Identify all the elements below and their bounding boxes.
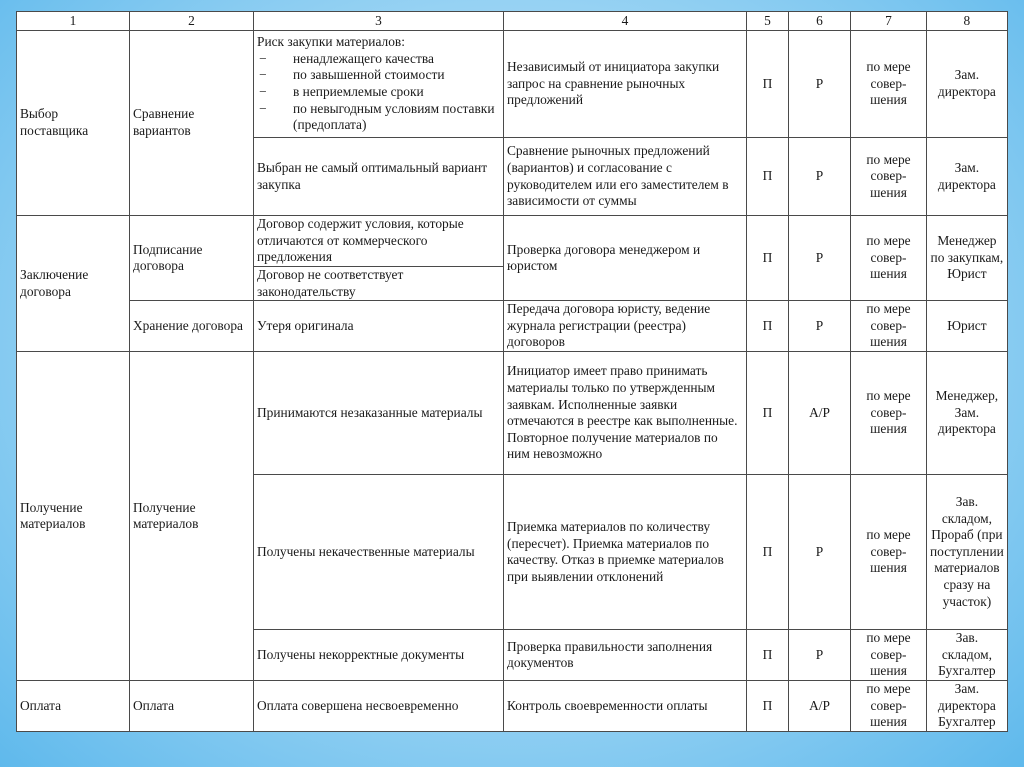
column-number: 3 xyxy=(254,12,504,31)
control-type-cell: П xyxy=(747,216,789,301)
stage-cell: Оплата xyxy=(17,681,130,732)
risk-list-item: − по завышенной стоимости xyxy=(257,67,500,84)
control-cell: Контроль своевременности оплаты xyxy=(504,681,747,732)
table-row xyxy=(17,681,1008,732)
stage-cell: Заключение договора xyxy=(17,216,130,352)
column-number: 1 xyxy=(17,12,130,31)
control-cell: Передача договора юристу, ведение журнала регистрации (реестра) договоров xyxy=(504,301,747,352)
substage-cell: Сравнение вариантов xyxy=(130,31,254,216)
substage-cell: Оплата xyxy=(130,681,254,732)
table-row xyxy=(17,216,1008,267)
responsible-cell: Менеджер по закупкам, Юрист xyxy=(927,216,1008,301)
control-period-cell: по мере совер-шения xyxy=(851,301,927,352)
control-period-cell: по мере совер-шения xyxy=(851,681,927,732)
control-type-cell: П xyxy=(747,301,789,352)
column-number: 2 xyxy=(130,12,254,31)
control-frequency-cell: А/Р xyxy=(789,352,851,475)
control-frequency-cell: Р xyxy=(789,630,851,681)
substage-cell: Подписание договора xyxy=(130,216,254,301)
control-frequency-cell: Р xyxy=(789,138,851,216)
substage-cell: Получение материалов xyxy=(130,352,254,681)
responsible-cell: Зав. складом, Прораб (при поступлении материалов сразу на участок) xyxy=(927,475,1008,630)
control-cell: Сравнение рыночных предложений (вариантов) и согласование с руководителем или его заместителем в зависимости от суммы xyxy=(504,138,747,216)
control-cell: Независимый от инициатора закупки запрос на сравнение рыночных предложений xyxy=(504,31,747,138)
risk-cell xyxy=(254,31,504,138)
column-number: 4 xyxy=(504,12,747,31)
column-number: 5 xyxy=(747,12,789,31)
control-type-cell: П xyxy=(747,352,789,475)
responsible-cell: Юрист xyxy=(927,301,1008,352)
risk-cell: Получены некорректные документы xyxy=(254,630,504,681)
control-type-cell: П xyxy=(747,138,789,216)
control-cell: Инициатор имеет право принимать материалы только по утвержденным заявкам. Исполненные заявки отмечаются в реестре как выполненные. Повторное получение материалов по ним невозможно xyxy=(504,352,747,475)
control-period-cell: по мере совер-шения xyxy=(851,475,927,630)
control-cell: Проверка договора менеджером и юристом xyxy=(504,216,747,301)
stage-cell: Выбор поставщика xyxy=(17,31,130,216)
substage-cell: Хранение договора xyxy=(130,301,254,352)
risk-cell: Выбран не самый оптимальный вариант закупка xyxy=(254,138,504,216)
risk-cell: Принимаются незаказанные материалы xyxy=(254,352,504,475)
control-frequency-cell: Р xyxy=(789,301,851,352)
risk-title: Риск закупки материалов: xyxy=(257,34,405,50)
risk-cell: Договор содержит условия, которые отличаются от коммерческого предложения xyxy=(254,216,504,267)
column-number: 6 xyxy=(789,12,851,31)
control-type-cell: П xyxy=(747,681,789,732)
control-cell: Приемка материалов по количеству (пересчет). Приемка материалов по качеству. Отказ в приемке материалов при выявлении отклонений xyxy=(504,475,747,630)
risk-cell: Получены некачественные материалы xyxy=(254,475,504,630)
control-type-cell: П xyxy=(747,475,789,630)
control-period-cell: по мере совер-шения xyxy=(851,216,927,301)
risk-cell: Утеря оригинала xyxy=(254,301,504,352)
control-period-cell: по мере совер-шения xyxy=(851,138,927,216)
control-type-cell: П xyxy=(747,630,789,681)
table-row xyxy=(17,352,1008,475)
responsible-cell: Зам. директора xyxy=(927,138,1008,216)
column-number: 7 xyxy=(851,12,927,31)
risk-control-table xyxy=(16,11,1008,732)
control-frequency-cell: Р xyxy=(789,31,851,138)
control-period-cell: по мере совер-шения xyxy=(851,31,927,138)
column-number-row xyxy=(17,12,1008,31)
risk-list xyxy=(257,51,500,134)
control-period-cell: по мере совер-шения xyxy=(851,630,927,681)
column-number: 8 xyxy=(927,12,1008,31)
stage-cell: Получение материалов xyxy=(17,352,130,681)
responsible-cell: Зам. директора xyxy=(927,31,1008,138)
control-frequency-cell: А/Р xyxy=(789,681,851,732)
risk-list-item: − по невыгодным условиям поставки (предоплата) xyxy=(257,101,500,134)
responsible-cell: Зам. директора Бухгалтер xyxy=(927,681,1008,732)
risk-cell: Договор не соответствует законодательству xyxy=(254,267,504,301)
control-cell: Проверка правильности заполнения документов xyxy=(504,630,747,681)
risk-cell: Оплата совершена несвоевременно xyxy=(254,681,504,732)
control-frequency-cell: Р xyxy=(789,475,851,630)
responsible-cell: Зав. складом, Бухгалтер xyxy=(927,630,1008,681)
control-frequency-cell: Р xyxy=(789,216,851,301)
control-type-cell: П xyxy=(747,31,789,138)
responsible-cell: Менеджер, Зам. директора xyxy=(927,352,1008,475)
control-period-cell: по мере совер-шения xyxy=(851,352,927,475)
table-row xyxy=(17,301,1008,352)
table-row xyxy=(17,31,1008,138)
risk-list-item: − в неприемлемые сроки xyxy=(257,84,500,101)
risk-list-item: − ненадлежащего качества xyxy=(257,51,500,68)
